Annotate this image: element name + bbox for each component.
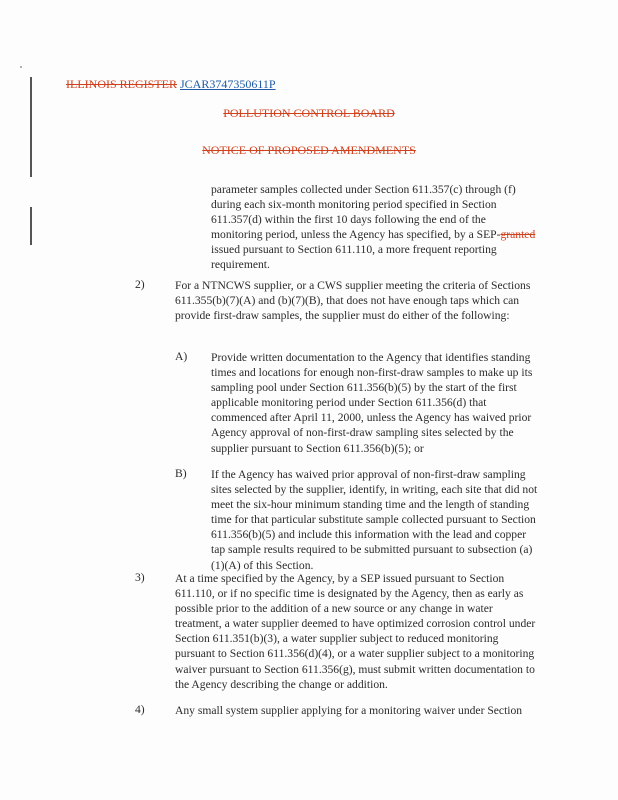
notice-title-struck: NOTICE OF PROPOSED AMENDMENTS: [202, 143, 416, 157]
continuation-paragraph: [211, 182, 539, 273]
revision-bar: [30, 207, 32, 245]
item-2-text: For a NTNCWS supplier, or a CWS supplier meeting the criteria of Sections 611.355(b)(7)(A) and (b)(7)(B), that does not have enough taps which can provide first-draw samples, the supplier must do either of the following:: [175, 279, 531, 323]
scan-speck: [20, 66, 22, 68]
register-header: [66, 77, 276, 92]
item-3-text: At a time specified by the Agency, by a SEP issued pursuant to Section 611.110, or if no specific time is designated by the Agency, then as early as possible prior to the addition of a new source or any change in water treatment, a water supplier deemed to have optimized corrosion control under Section 611.351(b)(3), a water supplier subject to reduced monitoring pursuant to Section 611.356(d)(4), or a water supplier subject to a monitoring waiver pursuant to Section 611.356(g), must submit written documentation to the Agency describing the change or addition.: [175, 572, 536, 691]
jcar-code-link[interactable]: JCAR3747350611P: [180, 77, 276, 91]
item-3-number: 3): [135, 571, 145, 584]
register-title-struck: ILLINOIS REGISTER: [66, 77, 177, 91]
board-title-struck: POLLUTION CONTROL BOARD: [223, 106, 395, 120]
cont-text-b: issued pursuant to Section 611.110, a more frequent reporting requirement.: [211, 243, 497, 272]
item-a-letter: A): [175, 350, 188, 363]
item-b-text: If the Agency has waived prior approval of non-first-draw sampling sites selected by the supplier, identify, in writing, each site that did not meet the six-hour minimum standing time and the length of standing time for that particular substitute sample collected pursuant to Section 611.356(b)(5) and include this information with the lead and copper tap sample results required to be submitted pursuant to subsection (a)(1)(A) of this Section.: [211, 468, 538, 572]
item-4-text: Any small system supplier applying for a monitoring waiver under Section: [175, 704, 523, 717]
item-b-letter: B): [175, 467, 187, 480]
struck-word: granted: [500, 228, 536, 242]
board-heading: [0, 106, 618, 121]
notice-heading: [0, 143, 618, 158]
item-2-number: 2): [135, 278, 145, 291]
item-4-number: 4): [135, 703, 145, 716]
revision-bar: [30, 77, 32, 177]
cont-text-a: parameter samples collected under Section 611.357(c) through (f) during each six-month monitoring period specified in Section 611.357(d) within the first 10 days following the end of the monitoring period, unless the Agency has specified, by a SEP-: [211, 183, 516, 242]
item-a-text: Provide written documentation to the Agency that identifies standing times and locations for enough non-first-draw samples to make up its sampling pool under Section 611.356(b)(5) by the start of the first applicable monitoring period under Section 611.356(d) that commenced after April 11, 2000, unless the Agency has waived prior Agency approval of non-first-draw sampling sites selected by the supplier pursuant to Section 611.356(b)(5); or: [211, 351, 533, 455]
